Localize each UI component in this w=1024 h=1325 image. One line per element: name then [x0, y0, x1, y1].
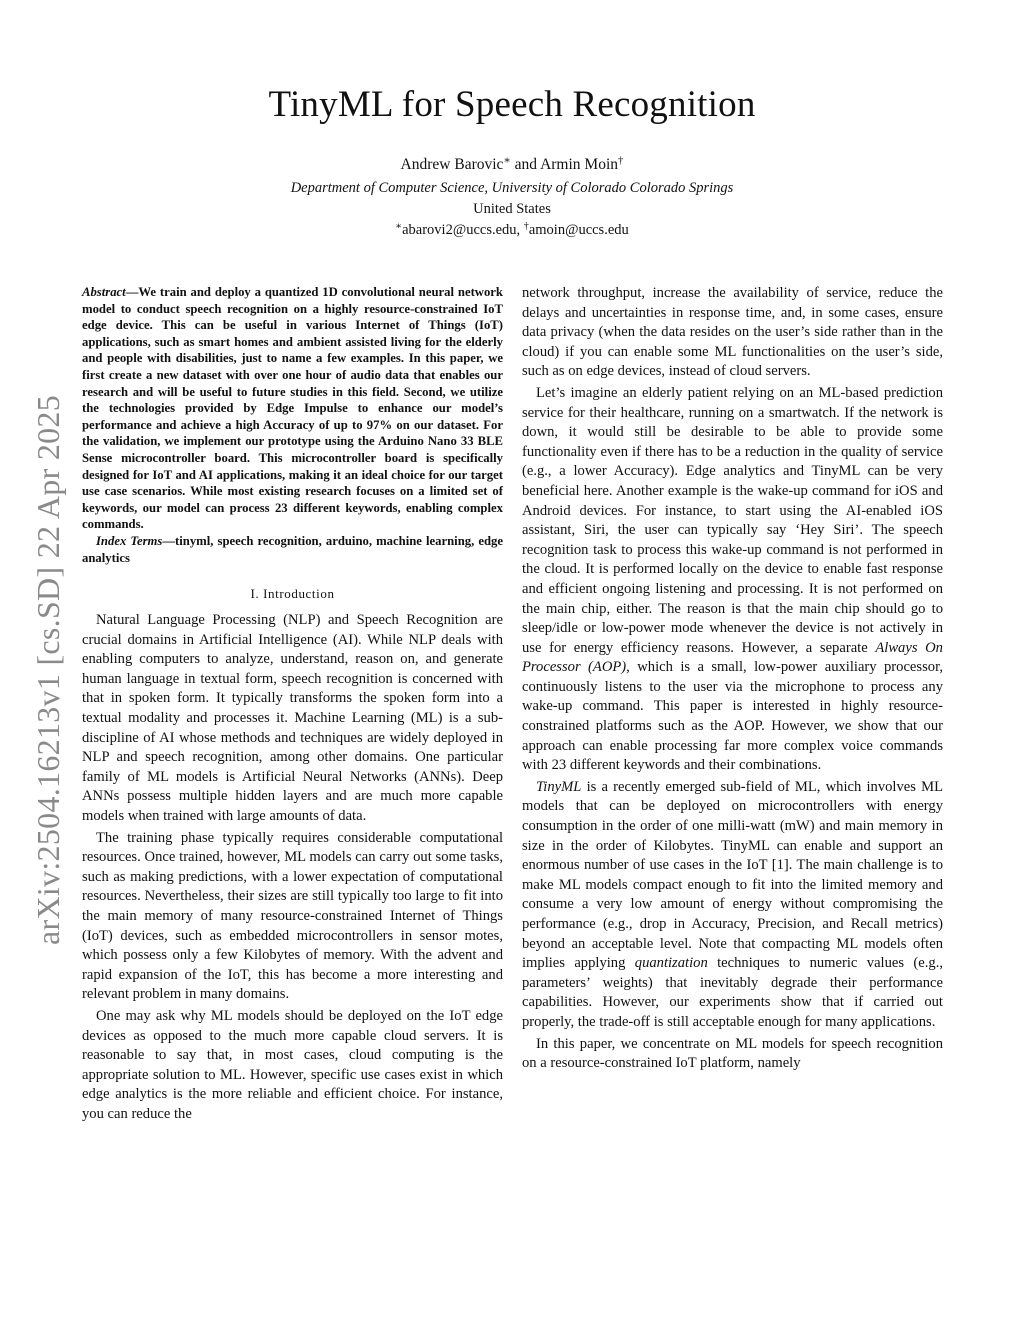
author-name: Armin Moin	[540, 156, 619, 173]
author-name: Andrew Barovic	[400, 156, 504, 173]
paragraph: In this paper, we concentrate on ML models for speech recognition on a resource-constrained IoT platform, namely	[522, 1035, 943, 1072]
index-terms	[82, 533, 503, 566]
paragraph	[522, 778, 943, 1033]
email-address[interactable]: abarovi2@uccs.edu,	[402, 222, 521, 238]
paragraph: network throughput, increase the availability of service, reduce the delays and uncertainties in response time, and, in some cases, ensure data privacy (when the data resides on the user’s side rather than in the cloud) if you can enable some ML functionalities on the user’s side, such as on edge devices, instead of cloud servers.	[522, 285, 943, 380]
paragraph: One may ask why ML models should be deployed on the IoT edge devices as opposed to the much more capable cloud servers. It is reasonable to say that, in most cases, cloud computing is the appropriate solution to ML. However, specific use cases exist in which edge analytics is the more reliable and efficient choice. For instance, you can reduce the	[82, 1007, 503, 1122]
paragraph-text: Let’s imagine an elderly patient relying on an ML-based prediction service for their healthcare, running on a smartwatch. If the network is down, it would still be desirable to be able to provide some functionality even if there has to be a reduction in the quality of service (e.g., a lower Accuracy). Edge analytics and TinyML can be very beneficial here. Another example is the wake-up command for iOS and Android devices. For instance, to start using the AI-enabled iOS assistant, Siri, the user can typically say ‘Hey Siri’. The speech recognition task to process this wake-up command is not performed in the cloud. It is performed locally on the device to enable fast response and efficient ongoing listening and processing. It is not performed on the main chip, either. The reason is that the main chip should go to sleep/idle or low-power mode whenever the device is not actively in use for energy efficiency reasons. However, a separate	[522, 384, 943, 656]
paragraph	[522, 384, 943, 776]
abstract-text: —We train and deploy a quantized 1D convolutional neural network model to conduct speech recognition on a highly resource-constrained IoT edge device. This can be useful in various Internet of Things (IoT) applications, such as smart homes and ambient assisted living for the elderly and people with disabilities, just to name a few examples. In this paper, we first create a new dataset with over one hour of audio data that enables our research and will be useful to future studies in this field. Second, we utilize the technologies provided by Edge Impulse to enhance our model’s performance and achieve a high Accuracy of up to 97% on our dataset. For the validation, we implement our prototype using the Arduino Nano 33 BLE Sense microcontroller board. This microcontroller board is specifically designed for IoT and AI applications, making it an ideal choice for our target use case scenarios. While most existing research focuses on a limited set of keywords, our model can process 23 different keywords, enabling complex commands.	[82, 285, 503, 532]
email-line	[0, 220, 1024, 240]
author-conjunction: and	[510, 156, 541, 173]
author-mark: †	[618, 154, 624, 167]
paragraph: The training phase typically requires considerable computational resources. Once trained, however, ML models can carry out some tasks, such as making predictions, with a lower expectation of computational resources. Nevertheless, their sizes are still typically too large to fit into the main memory of many resource-constrained Internet of Things (IoT) devices, such as embedded microcontrollers in sensor motes, which possess only a few Kilobytes of memory. With the advent and rapid expansion of the IoT, this has become a more interesting and relevant problem in many domains.	[82, 829, 503, 1003]
paragraph-text: techniques to numeric values (e.g., parameters’ weights) that inevitably degrade their performance capabilities. However, our experiments show that if carried out properly, the trade-off is still acceptable enough for many applications.	[522, 955, 943, 1030]
email-address[interactable]: amoin@uccs.edu	[528, 222, 629, 238]
section-heading: I. Introduction	[250, 586, 335, 602]
abstract-label: Abstract	[82, 285, 126, 299]
paragraph-text: , which is a small, low-power auxiliary processor, continuously listens to the user via the microphone to process any wake-up command. This paper is interested in highly resource-constrained platforms such as the AOP. However, we show that our approach can enable processing far more complex voice commands with 23 different keywords and their combinations.	[522, 659, 943, 774]
left-column	[82, 284, 503, 1125]
abstract	[82, 284, 503, 533]
author-mark: ∗	[503, 154, 511, 167]
arxiv-identifier: arXiv:2504.16213v1 [cs.SD] 22 Apr 2025	[30, 394, 66, 945]
affiliation: Department of Computer Science, University of Colorado Colorado Springs	[290, 180, 734, 196]
index-terms-label: Index Terms	[96, 533, 163, 548]
author-line	[0, 155, 1024, 175]
email-mark: ∗	[395, 220, 403, 232]
emphasis: Always On Processor (AOP)	[522, 639, 943, 676]
paper-title: TinyML for Speech Recognition	[268, 84, 756, 125]
paragraph-text: is a recently emerged sub-field of ML, which involves ML models that can be deployed on microcontrollers with energy consumption in the order of one milli-watt (mW) and main memory in size in the order of Kilobytes. TinyML can enable and support an enormous number of use cases in the IoT [1]. The main challenge is to make ML models compact enough to fit into the limited memory and consume a very low amount of energy without compromising the performance (e.g., drop in Accuracy, Precision, and Recall metrics) beyond an acceptable level. Note that compacting ML models often implies applying	[522, 778, 943, 972]
email-mark: †	[523, 220, 529, 232]
emphasis: TinyML	[536, 778, 582, 795]
index-terms-text: —tinyml, speech recognition, arduino, machine learning, edge analytics	[82, 533, 503, 565]
right-column	[522, 284, 943, 1074]
emphasis: quantization	[634, 955, 708, 972]
paragraph: Natural Language Processing (NLP) and Speech Recognition are crucial domains in Artificial Intelligence (AI). While NLP deals with enabling computers to analyze, understand, reason on, and generate human language in textual form, speech recognition is concerned with that in spoken form. It typically transforms the spoken form into a textual modality and processes it. Machine Learning (ML) is a sub-discipline of AI whose methods and techniques are widely deployed in NLP and speech recognition, among other domains. One particular family of ML models is Artificial Neural Networks (ANNs). Deep ANNs possess multiple hidden layers and are much more capable models when trained with large amounts of data.	[82, 612, 503, 825]
country: United States	[473, 201, 551, 217]
